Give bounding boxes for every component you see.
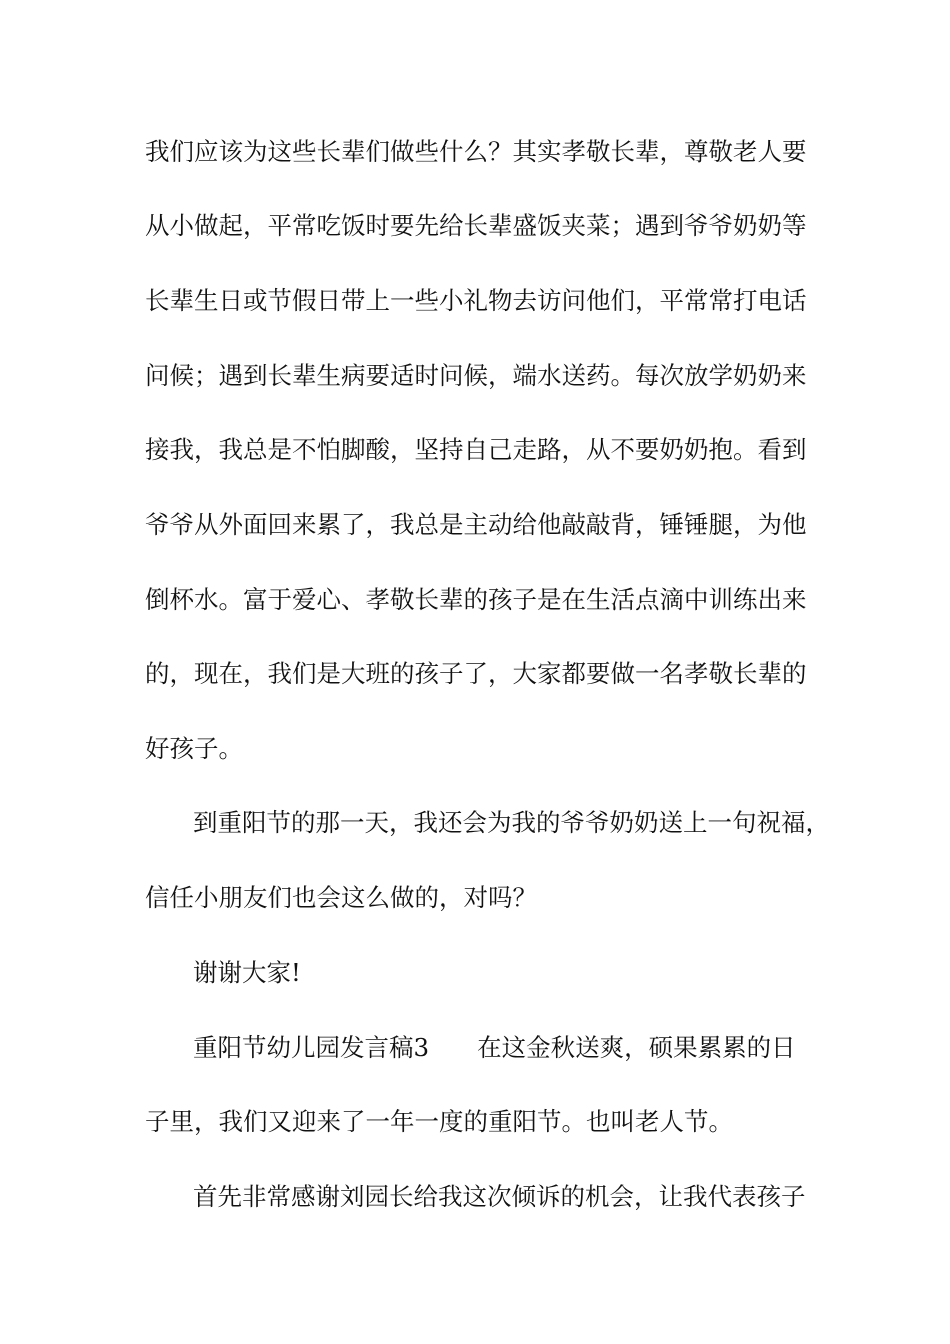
text-line: 从小做起，平常吃饭时要先给长辈盛饭夹菜；遇到爷爷奶奶等	[145, 211, 807, 240]
text-line: 我们应该为这些长辈们做些什么？其实孝敬长辈，尊敬老人要	[145, 137, 807, 166]
text-line: 首先非常感谢刘园长给我这次倾诉的机会，让我代表孩子	[193, 1182, 806, 1211]
text-line: 到重阳节的那一天，我还会为我的爷爷奶奶送上一句祝福，	[193, 808, 830, 837]
heading-line	[193, 1033, 873, 1063]
section-heading: 重阳节幼儿园发言稿3	[193, 1033, 430, 1062]
text-line: 问候；遇到长辈生病要适时问候，端水送药。每次放学奶奶来	[145, 361, 807, 390]
text-line: 的，现在，我们是大班的孩子了，大家都要做一名孝敬长辈的	[145, 659, 807, 688]
text-line: 长辈生日或节假日带上一些小礼物去访问他们，平常常打电话	[145, 286, 807, 315]
text-line: 接我，我总是不怕脚酸，坚持自己走路，从不要奶奶抱。看到	[145, 435, 807, 464]
text-line: 子里，我们又迎来了一年一度的重阳节。也叫老人节。	[145, 1107, 733, 1136]
text-line: 信任小朋友们也会这么做的，对吗？	[145, 883, 537, 912]
text-line: 倒杯水。富于爱心、孝敬长辈的孩子是在生活点滴中训练出来	[145, 585, 807, 614]
text-line: 在这金秋送爽，硕果累累的日	[477, 1033, 796, 1062]
text-line: 爷爷从外面回来累了，我总是主动给他敲敲背，锤锤腿，为他	[145, 510, 807, 539]
text-line: 好孩子。	[145, 734, 243, 763]
text-line: 谢谢大家!	[193, 958, 301, 987]
